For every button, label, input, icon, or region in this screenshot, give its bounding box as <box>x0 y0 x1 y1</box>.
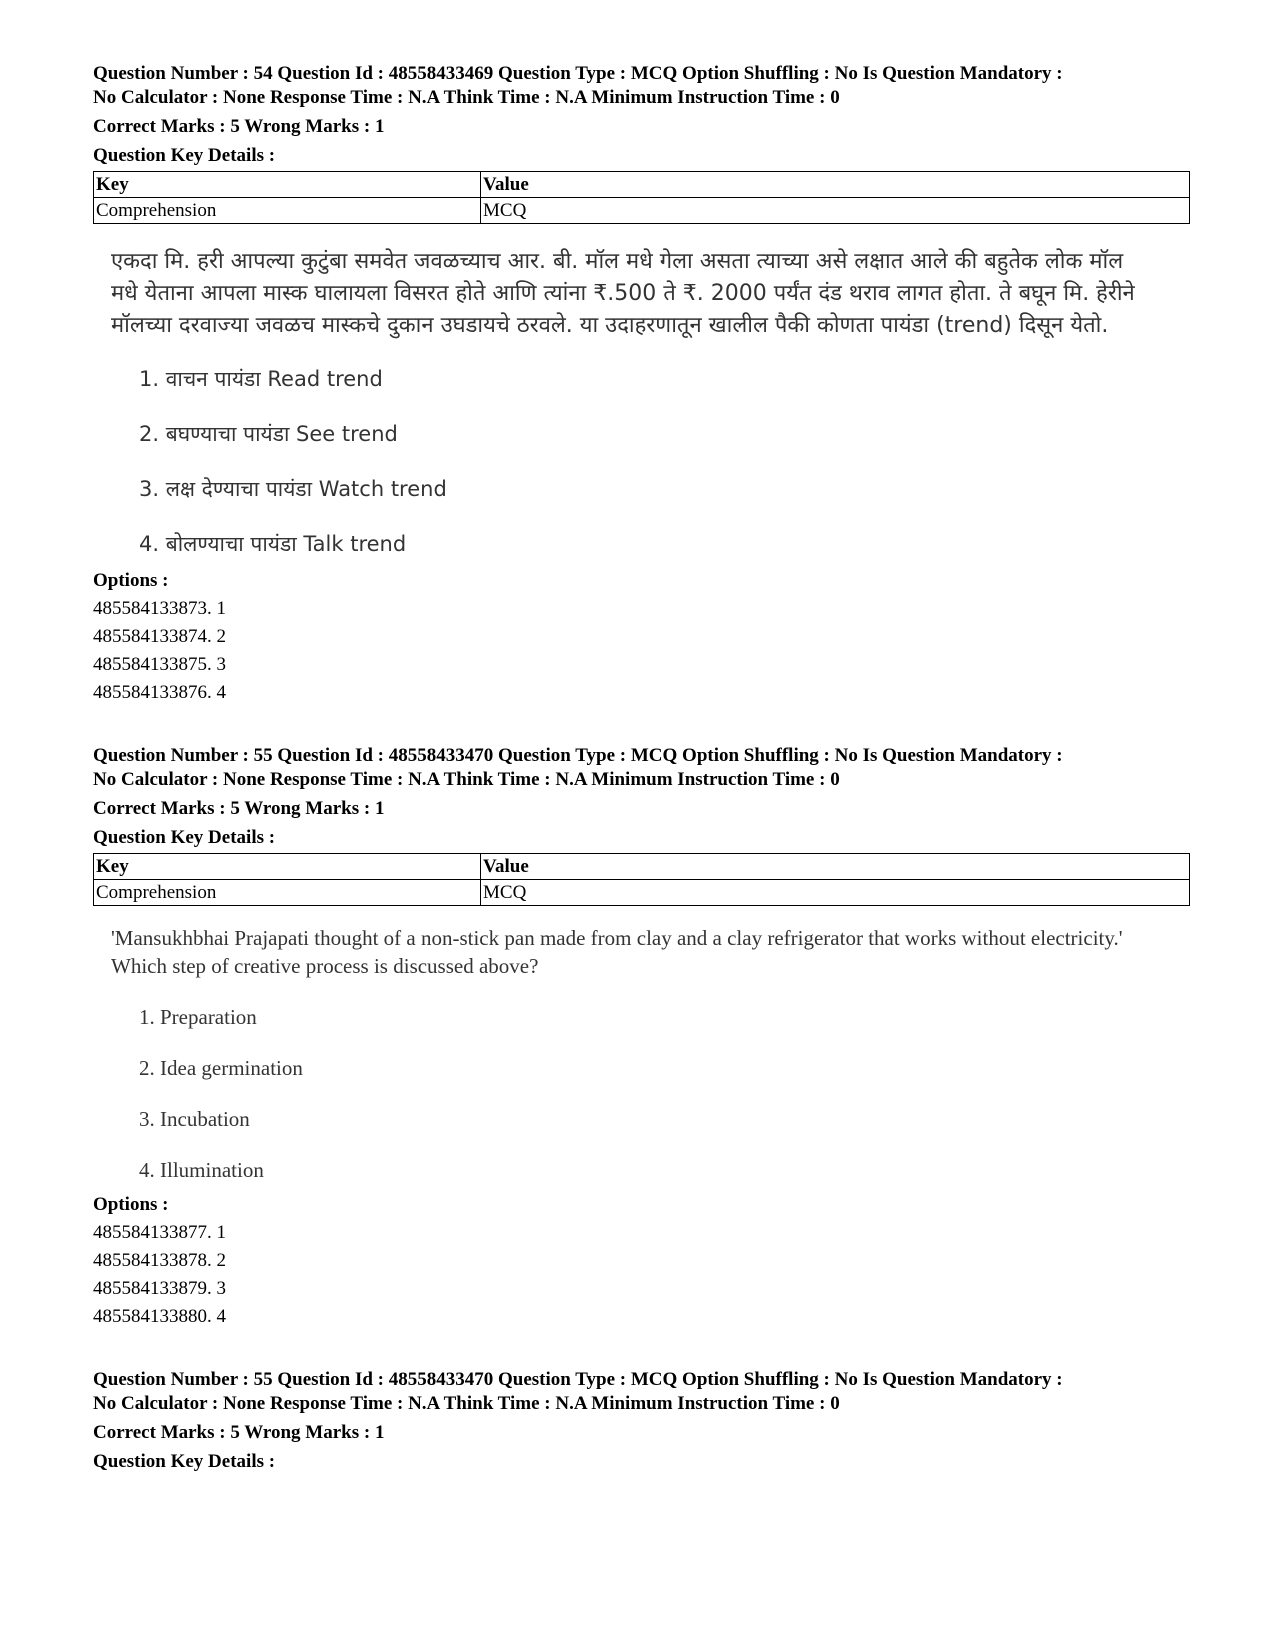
table-header-cell: Key <box>94 854 481 880</box>
choice-list <box>139 364 1190 559</box>
options-label: Options : <box>93 1194 169 1215</box>
key-details-label: Question Key Details : <box>93 145 276 166</box>
choice-list <box>139 1002 1190 1185</box>
table-header-row <box>94 172 1190 198</box>
table-cell: MCQ <box>481 198 1190 224</box>
choice-item: 4. बोलण्याचा पायंडा Talk trend <box>139 532 407 556</box>
question-content <box>111 924 1190 1185</box>
key-table <box>93 171 1190 224</box>
table-header-row <box>94 854 1190 880</box>
option-item: 485584133873. 1 <box>93 598 226 619</box>
option-item: 485584133878. 2 <box>93 1250 226 1271</box>
option-item: 485584133880. 4 <box>93 1306 226 1327</box>
key-details-label: Question Key Details : <box>93 1451 276 1472</box>
option-item: 485584133875. 3 <box>93 654 226 675</box>
question-meta <box>93 62 1190 110</box>
options-list <box>93 1219 1190 1331</box>
key-details-label: Question Key Details : <box>93 827 276 848</box>
choice-item: 1. वाचन पायंडा Read trend <box>139 367 383 391</box>
marks-line: Correct Marks : 5 Wrong Marks : 1 <box>93 798 385 819</box>
table-cell: Comprehension <box>94 880 481 906</box>
table-header-cell: Value <box>481 172 1190 198</box>
choice-item: 1. Preparation <box>139 1005 257 1029</box>
meta-line: No Calculator : None Response Time : N.A Think Time : N.A Minimum Instruction Time : 0 <box>93 769 840 790</box>
table-cell: Comprehension <box>94 198 481 224</box>
question-stem: 'Mansukhbhai Prajapati thought of a non-stick pan made from clay and a clay refrigerator that works without electricity.' Which step of creative process is discussed above? <box>111 926 1123 978</box>
question-block <box>93 62 1190 707</box>
meta-line: Question Number : 54 Question Id : 48558433469 Question Type : MCQ Option Shuffling : No Is Question Mandatory : <box>93 63 1063 84</box>
question-block <box>93 744 1190 1331</box>
table-header-cell: Value <box>481 854 1190 880</box>
choice-item: 2. बघण्याचा पायंडा See trend <box>139 422 398 446</box>
question-meta <box>93 1368 1190 1416</box>
meta-line: No Calculator : None Response Time : N.A Think Time : N.A Minimum Instruction Time : 0 <box>93 1393 840 1414</box>
option-item: 485584133874. 2 <box>93 626 226 647</box>
table-row <box>94 198 1190 224</box>
choice-item: 2. Idea germination <box>139 1056 303 1080</box>
table-header-cell: Key <box>94 172 481 198</box>
meta-line: No Calculator : None Response Time : N.A Think Time : N.A Minimum Instruction Time : 0 <box>93 87 840 108</box>
meta-line: Question Number : 55 Question Id : 48558433470 Question Type : MCQ Option Shuffling : No Is Question Mandatory : <box>93 1369 1063 1390</box>
options-label: Options : <box>93 570 169 591</box>
choice-item: 4. Illumination <box>139 1158 264 1182</box>
question-block <box>93 1368 1190 1474</box>
document-page <box>93 62 1190 1474</box>
table-row <box>94 880 1190 906</box>
table-cell: MCQ <box>481 880 1190 906</box>
meta-line: Question Number : 55 Question Id : 48558433470 Question Type : MCQ Option Shuffling : No Is Question Mandatory : <box>93 745 1063 766</box>
option-item: 485584133877. 1 <box>93 1222 226 1243</box>
question-stem: एकदा मि. हरी आपल्या कुटुंबा समवेत जवळच्याच आर. बी. मॉल मधे गेला असता त्याच्या असे लक्षात आले की बहुतेक लोक मॉल मधे येताना आपला मास्क घालायला विसरत होते आणि त्यांना ₹.500 ते ₹. 2000 पर्यंत दंड थराव लागत होता. ते बघून मि. हेरीने मॉलच्या दरवाज्या जवळच मास्कचे दुकान उघडायचे ठरवले. या उदाहरणातून खालील पैकी कोणता पायंडा (trend) दिसून येतो. <box>111 249 1135 338</box>
options-list <box>93 595 1190 707</box>
option-item: 485584133879. 3 <box>93 1278 226 1299</box>
option-item: 485584133876. 4 <box>93 682 226 703</box>
marks-line: Correct Marks : 5 Wrong Marks : 1 <box>93 116 385 137</box>
choice-item: 3. Incubation <box>139 1107 250 1131</box>
question-content <box>111 246 1190 559</box>
key-table <box>93 853 1190 906</box>
choice-item: 3. लक्ष देण्याचा पायंडा Watch trend <box>139 477 447 501</box>
marks-line: Correct Marks : 5 Wrong Marks : 1 <box>93 1422 385 1443</box>
question-meta <box>93 744 1190 792</box>
